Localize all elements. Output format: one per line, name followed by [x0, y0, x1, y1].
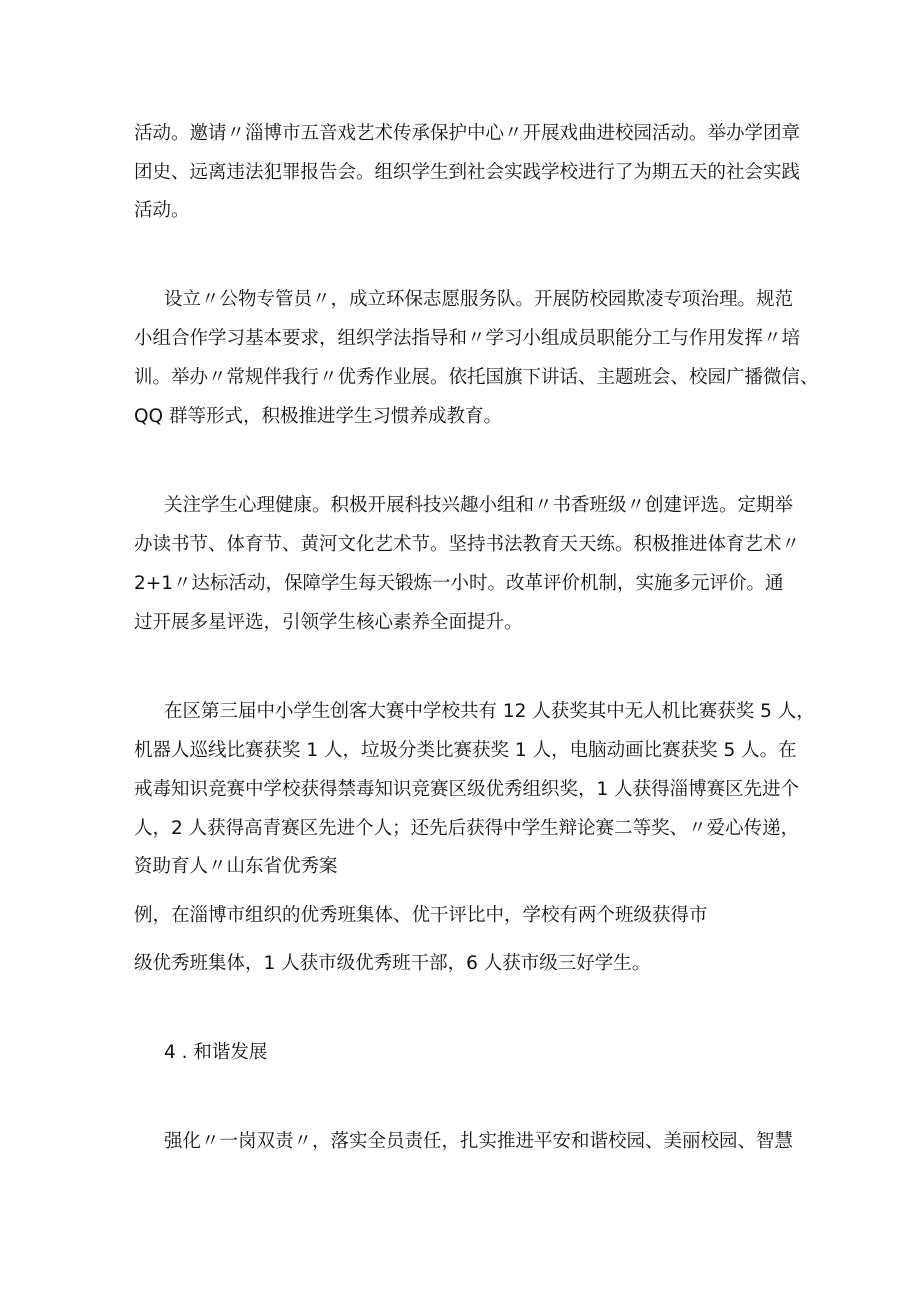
paragraph-line: 设立〃公物专管员〃，成立环保志愿服务队。开展防校园欺凌专项治理。规范	[164, 289, 794, 310]
paragraph-line: 过开展多星评选，引领学生核心素养全面提升。	[134, 612, 523, 633]
paragraph-line: 活动。	[134, 200, 190, 221]
paragraph-line: 训。举办〃常规伴我行〃优秀作业展。依托国旗下讲话、主题班会、校园广播微信、	[134, 367, 819, 388]
paragraph-line: 机器人巡线比赛获奖 1 人，垃圾分类比赛获奖 1 人，电脑动画比赛获奖 5 人。在	[134, 740, 797, 761]
paragraph-line: 关注学生心理健康。积极开展科技兴趣小组和〃书香班级〃创建评选。定期举	[164, 495, 794, 516]
paragraph-line: 小组合作学习基本要求，组织学法指导和〃学习小组成员职能分工与作用发挥〃培	[134, 328, 801, 349]
section-heading: 4 . 和谐发展	[164, 1042, 268, 1063]
paragraph-line: 活动。邀请〃淄博市五音戏艺术传承保护中心〃开展戏曲进校园活动。举办学团章	[134, 123, 801, 144]
paragraph-line: 级优秀班集体，1 人获市级优秀班干部，6 人获市级三好学生。	[134, 953, 651, 974]
paragraph-line: 在区第三届中小学生创客大赛中学校共有 12 人获奖其中无人机比赛获奖 5 人，	[164, 701, 815, 722]
paragraph-line: 强化〃一岗双责〃，落实全员责任，扎实推进平安和谐校园、美丽校园、智慧	[164, 1131, 794, 1152]
paragraph-line: 办读书节、体育节、黄河文化艺术节。坚持书法教育天天练。积极推进体育艺术〃	[134, 534, 801, 555]
paragraph-line: 例，在淄博市组织的优秀班集体、优干评比中，学校有两个班级获得市	[134, 905, 708, 926]
paragraph-line: 戒毒知识竞赛中学校获得禁毒知识竞赛区级优秀组织奖，1 人获得淄博赛区先进个	[134, 779, 800, 800]
paragraph-line: QQ 群等形式，积极推进学生习惯养成教育。	[134, 406, 503, 427]
paragraph-line: 团史、远离违法犯罪报告会。组织学生到社会实践学校进行了为期五天的社会实践	[134, 162, 801, 183]
paragraph-line: 2+1〃达标活动，保障学生每天锻炼一小时。改革评价机制，实施多元评价。通	[134, 573, 784, 594]
paragraph-line: 资助育人〃山东省优秀案	[134, 856, 338, 877]
paragraph-line: 人，2 人获得高青赛区先进个人；还先后获得中学生辩论赛二等奖、〃爱心传递，	[134, 818, 800, 839]
